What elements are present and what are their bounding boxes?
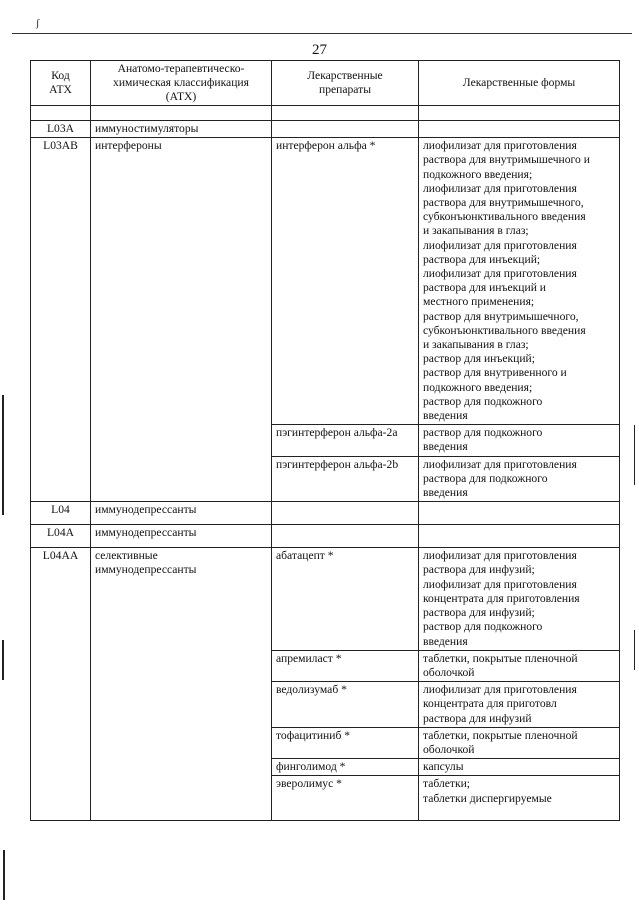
atx-class: иммунодепрессанты xyxy=(91,525,272,548)
atx-class: иммуностимуляторы xyxy=(91,121,272,138)
header-code: Код АТХ xyxy=(31,61,91,106)
drug-forms: лиофилизат для приготовления раствора для подкожного введения xyxy=(419,456,620,502)
table-row-empty xyxy=(31,106,620,121)
atx-class: селективные иммунодепрессанты xyxy=(91,548,272,821)
drug-forms: таблетки, покрытые пленочной оболочкой xyxy=(419,727,620,758)
table-row xyxy=(31,548,620,650)
atx-code: L04A xyxy=(31,525,91,548)
drug-forms: таблетки; таблетки диспергируемые xyxy=(419,776,620,821)
drug-name: пэгинтерферон альфа-2b xyxy=(272,456,419,502)
drug-forms: капсулы xyxy=(419,759,620,776)
scan-mark xyxy=(634,425,635,485)
atx-code: L03A xyxy=(31,121,91,138)
atx-class: иммунодепрессанты xyxy=(91,502,272,525)
drug-name: абатацепт * xyxy=(272,548,419,650)
table-row xyxy=(31,502,620,525)
drug-name: пэгинтерферон альфа-2а xyxy=(272,425,419,456)
table-row xyxy=(31,525,620,548)
atx-class: интерфероны xyxy=(91,138,272,502)
drug-name: эверолимус * xyxy=(272,776,419,821)
table-row xyxy=(31,138,620,425)
table-header-row xyxy=(31,61,620,106)
drug-name: апремиласт * xyxy=(272,650,419,681)
atx-code: L04 xyxy=(31,502,91,525)
scan-mark xyxy=(3,850,5,900)
scan-mark xyxy=(2,640,4,680)
drug-name: тофацитиниб * xyxy=(272,727,419,758)
corner-mark: ʃ xyxy=(36,18,40,29)
header-drugs: Лекарственные препараты xyxy=(272,61,419,106)
atx-table xyxy=(30,60,620,821)
scan-mark xyxy=(2,395,4,515)
drug-name: финголимод * xyxy=(272,759,419,776)
page-number: 27 xyxy=(312,42,327,58)
header-forms: Лекарственные формы xyxy=(419,61,620,106)
drug-forms: таблетки, покрытые пленочной оболочкой xyxy=(419,650,620,681)
header-classification: Анатомо-терапевтическо- химическая классификация (АТХ) xyxy=(91,61,272,106)
drug-name: ведолизумаб * xyxy=(272,682,419,728)
drug-forms: лиофилизат для приготовления раствора для инфузий; лиофилизат для приготовления концентрата для приготовления раствора для инфузий; раствор для подкожного введения xyxy=(419,548,620,650)
drug-forms: раствор для подкожного введения xyxy=(419,425,620,456)
atx-code: L04AA xyxy=(31,548,91,821)
top-rule xyxy=(12,33,632,34)
scan-mark xyxy=(634,630,635,670)
drug-forms: лиофилизат для приготовления концентрата для приготовл раствора для инфузий xyxy=(419,682,620,728)
table-row xyxy=(31,121,620,138)
atx-code: L03AB xyxy=(31,138,91,502)
drug-name: интерферон альфа * xyxy=(272,138,419,425)
drug-forms: лиофилизат для приготовления раствора для внутримышечного и подкожного введения; лиофилизат для приготовления раствора для внутримышечного, субконъюнктивального введения и закапывания в глаз; лиофилизат для приготовления раствора для инъекций; лиофилизат для приготовления раствора для инъекций и местного применения; раствор для внутримышечного, субконъюнктивального введения и закапывания в глаз; раствор для инъекций; раствор для внутривенного и подкожного введения; раствор для подкожного введения xyxy=(419,138,620,425)
